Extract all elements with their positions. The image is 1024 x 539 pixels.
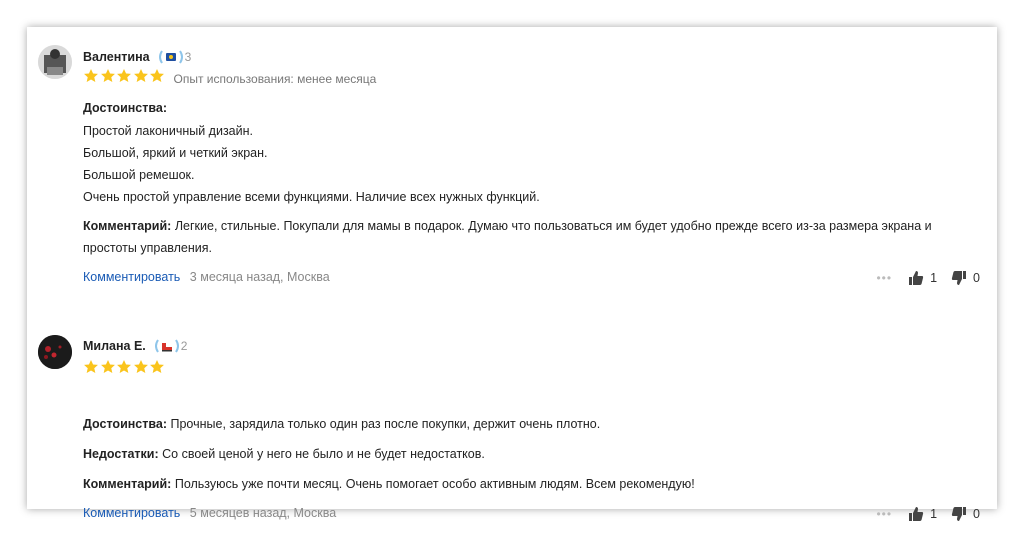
avatar-photo-icon xyxy=(38,335,72,369)
star-icon xyxy=(133,359,149,375)
avatar[interactable] xyxy=(38,335,72,369)
review-meta: 5 месяцев назад, Москва xyxy=(189,506,337,520)
cons-label: Недостатки: xyxy=(83,447,159,461)
thumbs-up-icon[interactable] xyxy=(908,270,924,286)
star-icon xyxy=(83,68,99,84)
avatar-photo-icon xyxy=(38,45,72,79)
comment-text xyxy=(83,477,695,491)
star-icon xyxy=(100,359,116,375)
author-name[interactable]: Милана Е. xyxy=(83,339,146,353)
comment-line: Легкие, стильные. Покупали для мамы в подарок. Думаю что пользоваться им будет удобно прежде всего из-за размера экрана и xyxy=(174,219,932,233)
pros-text xyxy=(83,417,600,431)
comment-text xyxy=(83,219,932,233)
author-name[interactable]: Валентина xyxy=(83,50,150,64)
rating-stars xyxy=(83,68,166,89)
avatar[interactable] xyxy=(38,45,72,79)
star-icon xyxy=(116,359,132,375)
dislikes-count: 0 xyxy=(973,271,980,285)
author-row xyxy=(83,50,191,64)
comment-label: Комментарий: xyxy=(83,477,172,491)
laurel-badge-icon xyxy=(158,50,184,64)
thumbs-up-icon[interactable] xyxy=(908,506,924,522)
comment-line: простоты управления. xyxy=(83,241,213,255)
likes-count: 1 xyxy=(930,271,938,285)
star-icon xyxy=(149,359,165,375)
star-icon xyxy=(83,359,99,375)
star-icon xyxy=(133,68,149,84)
pros-label: Достоинства: xyxy=(83,101,168,115)
comment-button[interactable]: Комментировать xyxy=(83,506,181,520)
rating-row xyxy=(83,359,166,380)
cons-value: Со своей ценой у него не было и не будет недостатков. xyxy=(162,447,485,461)
pros-line: Простой лаконичный дизайн. xyxy=(83,124,253,138)
dislikes-count: 0 xyxy=(973,507,980,521)
review-1 xyxy=(27,27,997,317)
pros-value: Прочные, зарядила только один раз после покупки, держит очень плотно. xyxy=(170,417,601,431)
more-options-icon[interactable]: ••• xyxy=(876,507,893,521)
author-row xyxy=(83,339,187,353)
cons-text xyxy=(83,447,485,461)
pros-line: Большой, яркий и четкий экран. xyxy=(83,146,268,160)
more-options-icon[interactable]: ••• xyxy=(876,271,893,285)
user-badge[interactable] xyxy=(154,339,188,353)
star-icon xyxy=(100,68,116,84)
pros-line: Очень простой управление всеми функциями. Наличие всех нужных функций. xyxy=(83,190,540,204)
vote-actions xyxy=(876,506,980,522)
likes-count: 1 xyxy=(930,507,938,521)
rating-stars xyxy=(83,359,166,380)
thumbs-down-icon[interactable] xyxy=(951,270,967,286)
review-2 xyxy=(27,317,997,521)
rating-row xyxy=(83,68,376,89)
badge-count: 2 xyxy=(180,339,188,353)
badge-count: 3 xyxy=(184,50,192,64)
star-icon xyxy=(149,68,165,84)
comment-value: Пользуюсь уже почти месяц. Очень помогает особо активным людям. Всем рекомендую! xyxy=(174,477,695,491)
user-badge[interactable] xyxy=(158,50,192,64)
usage-duration: Опыт использования: менее месяца xyxy=(173,71,377,86)
review-footer xyxy=(83,506,980,520)
comment-label: Комментарий: xyxy=(83,219,172,233)
pros-line: Большой ремешок. xyxy=(83,168,195,182)
thumbs-down-icon[interactable] xyxy=(951,506,967,522)
pros-label: Достоинства: xyxy=(83,417,168,431)
comment-button[interactable]: Комментировать xyxy=(83,270,181,284)
star-icon xyxy=(116,68,132,84)
reviews-card xyxy=(27,27,997,521)
laurel-badge-icon xyxy=(154,339,180,353)
review-meta: 3 месяца назад, Москва xyxy=(189,270,330,284)
review-footer xyxy=(83,270,980,284)
vote-actions xyxy=(876,270,980,286)
